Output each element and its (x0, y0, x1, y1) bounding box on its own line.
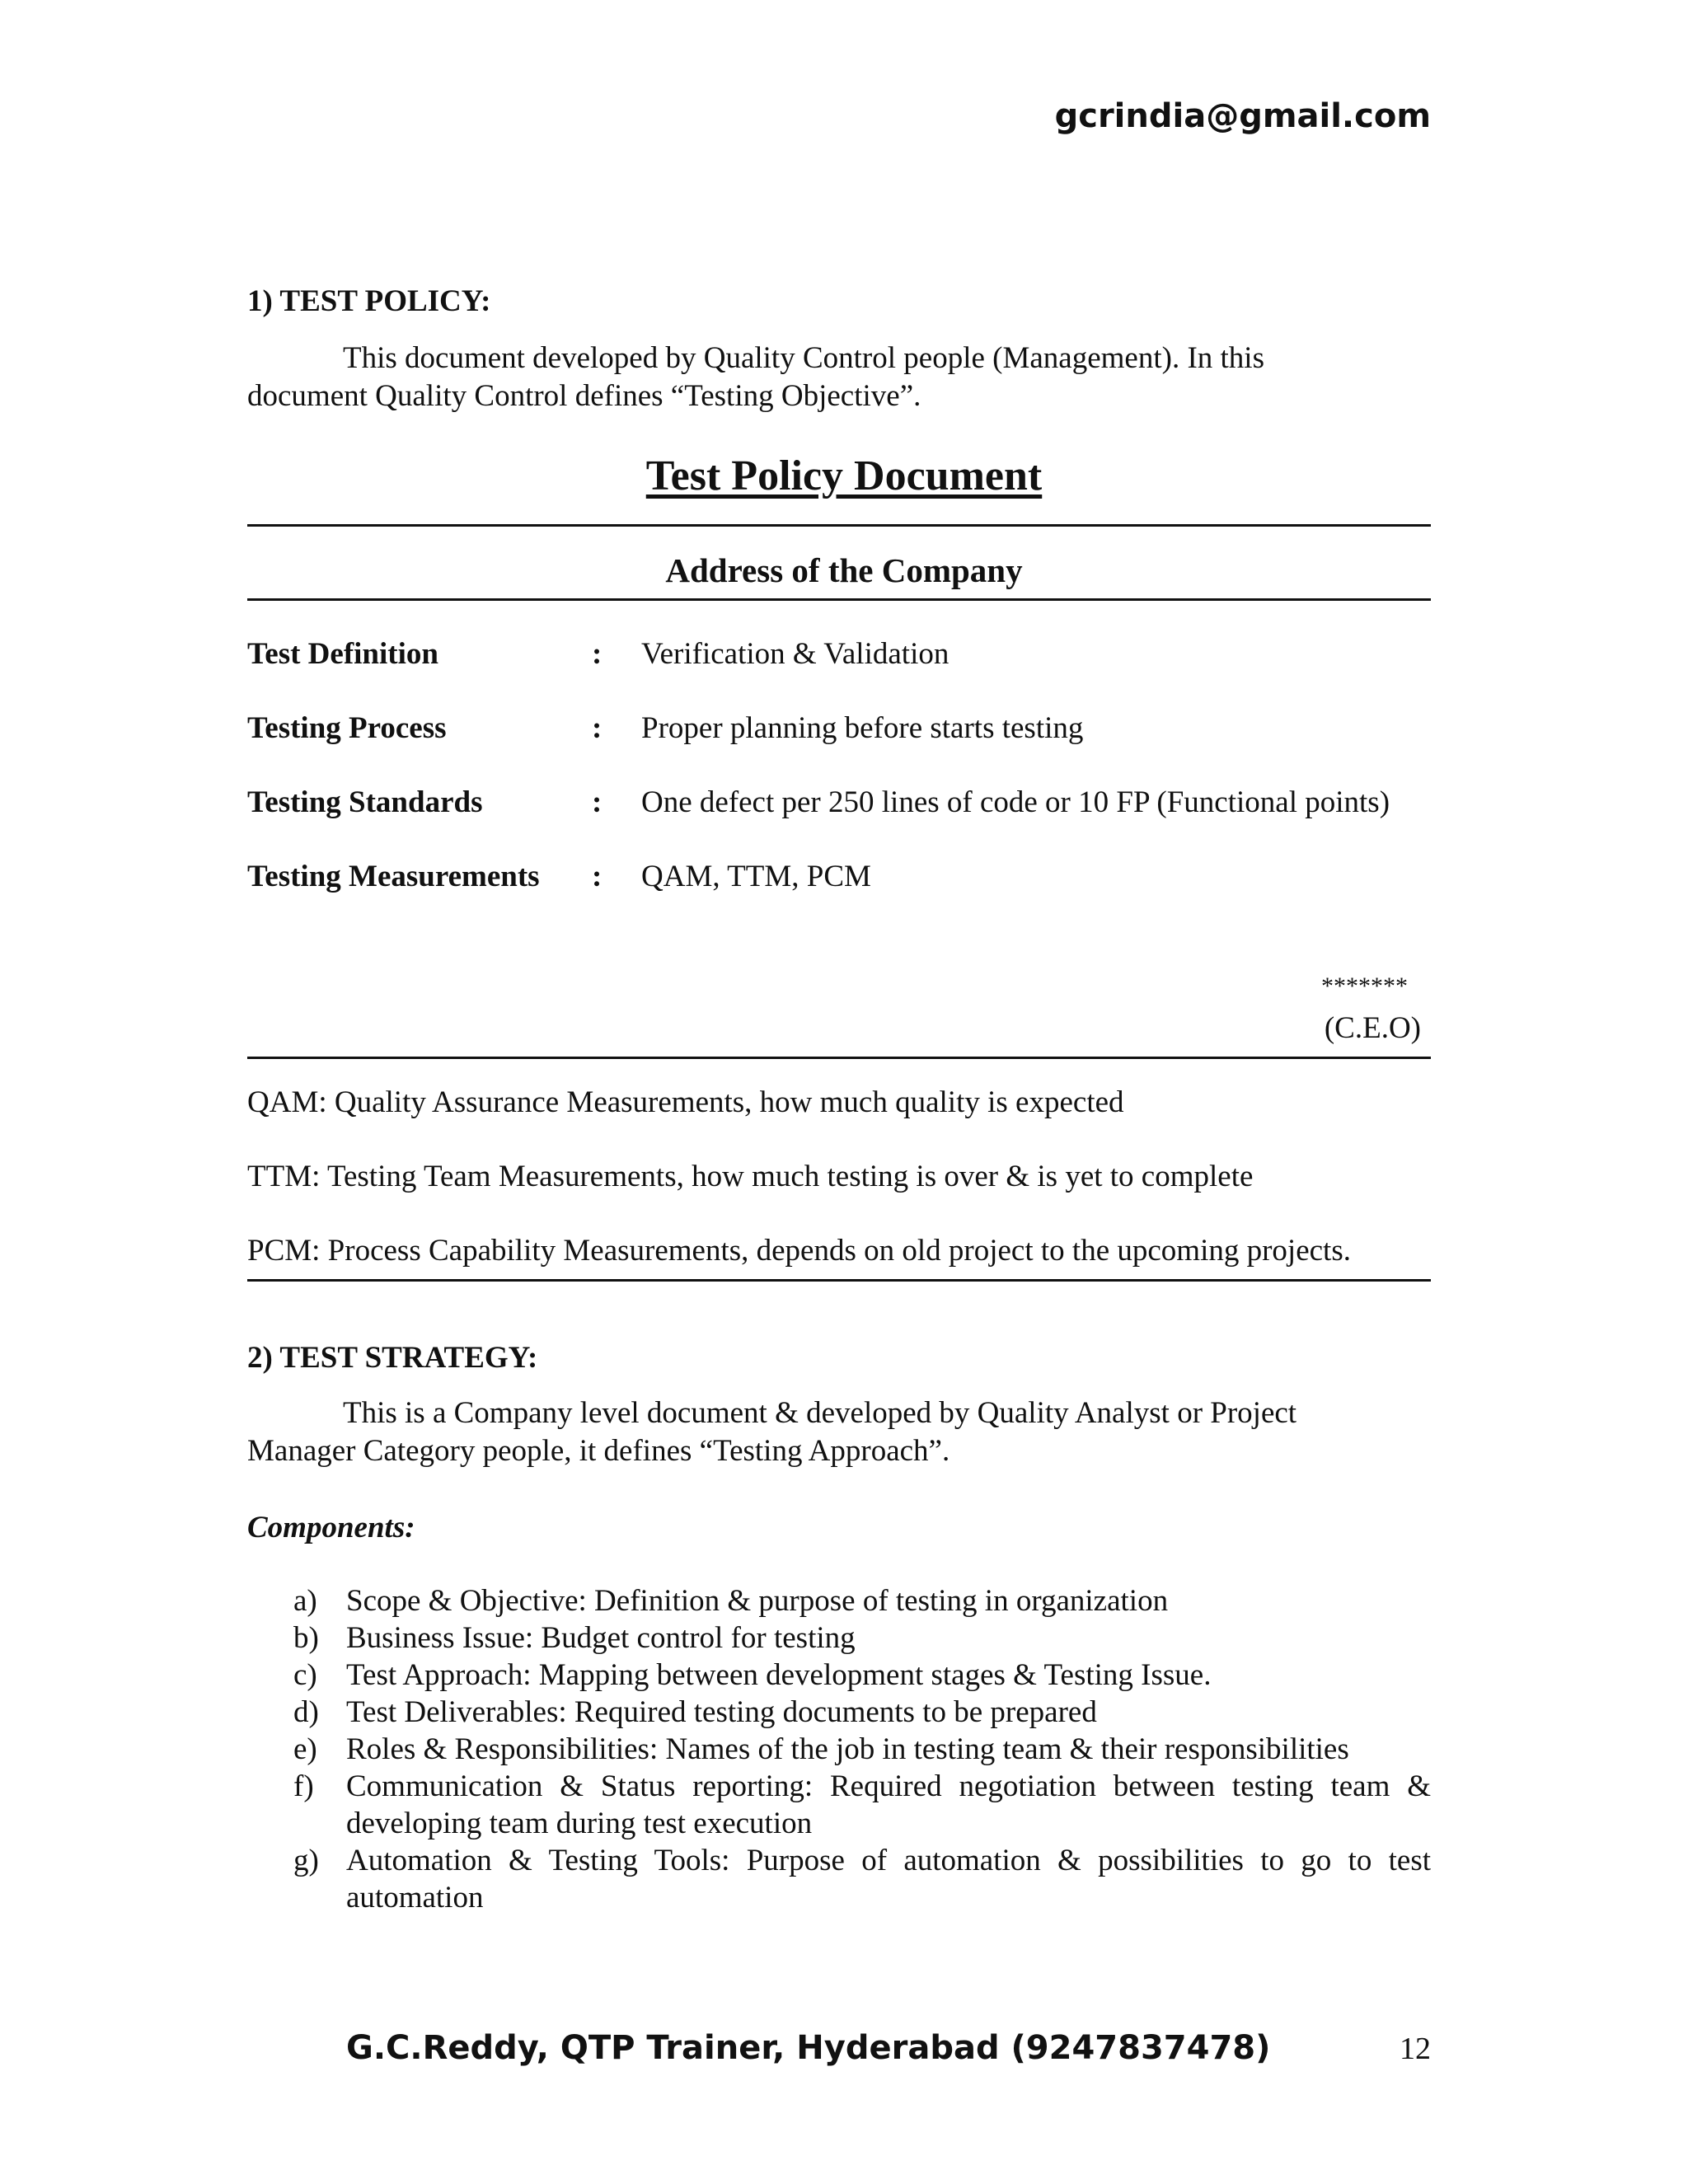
policy-doc-title: Test Policy Document (645, 452, 1043, 499)
list-marker: d) (293, 1695, 319, 1729)
definition-label: Testing Measurements (247, 860, 540, 893)
definition-label: Testing Standards (247, 785, 483, 819)
section-2-para-line1: This is a Company level document & developed by Quality Analyst or Project (343, 1396, 1297, 1430)
list-marker: f) (293, 1769, 314, 1803)
list-item-text: Test Deliverables: Required testing documents to be prepared (346, 1695, 1097, 1729)
list-item-text: Automation & Testing Tools: Purpose of automation & possibilities to go to test automation (346, 1844, 1431, 1915)
list-item-text: Communication & Status reporting: Required negotiation between testing team & developing team during test execution (346, 1769, 1431, 1840)
company-address: Address of the Company (665, 551, 1023, 589)
definition-value: Proper planning before starts testing (641, 711, 1084, 745)
definition-value: Verification & Validation (641, 637, 950, 671)
list-marker: c) (293, 1658, 317, 1692)
abbreviation-qam: QAM: Quality Assurance Measurements, how much quality is expected (247, 1085, 1124, 1119)
definition-value: One defect per 250 lines of code or 10 FP (Functional points) (641, 785, 1390, 819)
header-email: gcrindia@gmail.com (1054, 97, 1431, 135)
list-item (293, 1657, 1431, 1694)
list-item (293, 1731, 1431, 1768)
list-marker: g) (293, 1844, 319, 1877)
list-marker: e) (293, 1732, 317, 1766)
definition-value: QAM, TTM, PCM (641, 860, 871, 893)
footer-text: G.C.Reddy, QTP Trainer, Hyderabad (9247837478) (346, 2029, 1271, 2067)
components-list (293, 1582, 1431, 1916)
section-1-title: 1) TEST POLICY: (247, 284, 491, 318)
divider (247, 1057, 1431, 1059)
list-item-text: Scope & Objective: Definition & purpose of testing in organization (346, 1584, 1169, 1618)
list-marker: a) (293, 1584, 317, 1618)
section-1-para-line2: document Quality Control defines “Testing Objective”. (247, 379, 921, 413)
list-marker: b) (293, 1621, 319, 1655)
components-heading: Components: (247, 1511, 415, 1544)
signature-mark: ******* (1321, 972, 1408, 1000)
list-item-text: Test Approach: Mapping between development stages & Testing Issue. (346, 1658, 1212, 1692)
definition-label: Test Definition (247, 637, 438, 671)
definition-colon: : (592, 785, 603, 819)
list-item-text: Roles & Responsibilities: Names of the job in testing team & their responsibilities (346, 1732, 1349, 1766)
signatory: (C.E.O) (1324, 1011, 1421, 1045)
list-item-text: Business Issue: Budget control for testing (346, 1621, 856, 1655)
divider (247, 1279, 1431, 1282)
list-item (293, 1582, 1431, 1619)
definition-label: Testing Process (247, 711, 447, 745)
section-2-para-line2: Manager Category people, it defines “Testing Approach”. (247, 1434, 950, 1468)
list-item (293, 1619, 1431, 1657)
list-item (293, 1694, 1431, 1731)
section-1-para-line1: This document developed by Quality Control people (Management). In this (343, 341, 1264, 375)
divider (247, 598, 1431, 601)
definition-colon: : (592, 711, 603, 745)
definition-colon: : (592, 860, 603, 893)
list-item (293, 1768, 1431, 1842)
divider (247, 524, 1431, 527)
list-item (293, 1842, 1431, 1916)
section-2-title: 2) TEST STRATEGY: (247, 1341, 538, 1375)
page-number: 12 (1400, 2032, 1431, 2066)
abbreviation-ttm: TTM: Testing Team Measurements, how much testing is over & is yet to complete (247, 1160, 1254, 1193)
definition-colon: : (592, 637, 603, 671)
abbreviation-pcm: PCM: Process Capability Measurements, depends on old project to the upcoming projects. (247, 1234, 1351, 1268)
